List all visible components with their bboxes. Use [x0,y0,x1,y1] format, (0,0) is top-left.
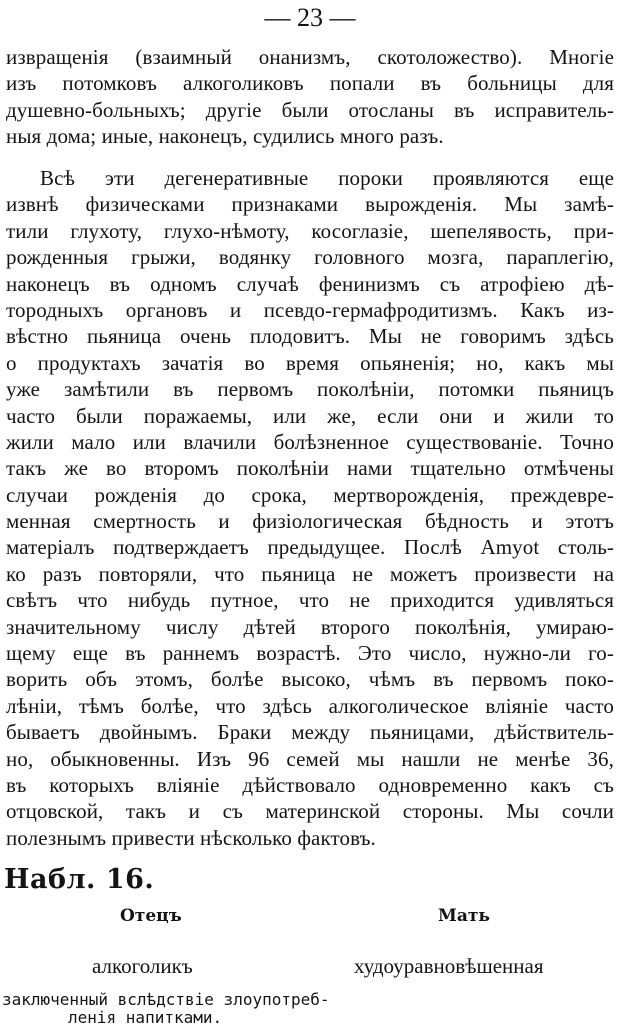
father-note [2,991,330,1027]
text-line: полезнымъ привести нѣсколько фактовъ. [6,825,376,850]
note-line: ленія напитками. [68,1008,223,1027]
text-line: извращенія (взаимный онанизмъ, скотоложество). Многіе [6,45,614,69]
text-line: уже замѣтили въ первомъ поколѣніи, потомки пьяницъ [6,377,614,402]
note-line: заключенный вслѣдствіе злоупотреб- [2,990,330,1009]
text-line: въ которыхъ вліяніе дѣйствовало одновременно какъ съ [6,772,614,797]
text-line: свѣтъ что нибудь путное, что не приходится удивляться [6,588,614,613]
text-line: значительному числу дѣтей второго поколѣнія, умираю- [6,614,614,639]
text-line: наконецъ въ одномъ случаѣ фенинизмъ съ атрофіею дѣ- [6,271,614,296]
text-line: жили мало или влачили болѣзненное существованіе. Точно [6,429,614,454]
text-line: тородныхъ органовъ и псевдо-гермафродитизмъ. Какъ из- [6,297,614,322]
text-line: случаи рожденія до срока, мертворожденія, преждевре- [6,482,614,507]
text-line: о продуктахъ зачатія во время опьяненія; но, какъ мы [6,350,614,375]
text-line: щему еще въ раннемъ возрастѣ. Это число, нужно-ли го- [6,641,614,666]
text-line: менная смертность и физіологическая бѣдность и этотъ [6,509,614,534]
observation-heading: Набл. 16. [4,864,155,895]
text-line: матеріалъ подтверждаетъ предыдущее. Послѣ Amyot столь- [6,535,614,560]
text-line: но, обыкновенны. Изъ 96 семей мы нашли не менѣе 36, [6,746,614,771]
mother-column-heading: Мать [438,906,490,926]
text-line: тили глухоту, глухо-нѣмоту, косоглазіе, шепелявость, при- [6,218,614,243]
text-line: отцовской, такъ и съ материнской стороны. Мы сочли [6,799,614,824]
page-number: — 23 — [264,3,356,32]
father-value: алкоголикъ [92,954,193,978]
text-line: рожденныя грыжи, водянку головного мозга, параплегію, [6,245,614,270]
text-line: часто были поражаемы, или же, если они и жили то [6,403,614,428]
text-line: ворить объ этомъ, болѣе высоко, чѣмъ въ первомъ поко- [6,667,614,692]
text-line: вѣстно пьяница очень плодовитъ. Мы не говоримъ здѣсь [6,324,614,349]
father-column-heading: Отецъ [120,906,182,926]
text-line: душевно-больныхъ; другіе были отосланы въ исправитель- [6,97,614,122]
text-line: ко разъ повторяли, что пьяница не можетъ произвести на [6,561,614,586]
text-line: Всѣ эти дегенеративные пороки проявляются еще [40,166,614,190]
mother-value: худоуравновѣшенная [354,954,544,978]
text-line: изъ потомковъ алкоголиковъ попали въ больницы для [6,71,614,96]
text-line: такъ же во второмъ поколѣніи нами тщательно отмѣчены [6,456,614,481]
text-line: извнѣ физическами признаками вырожденія. Мы замѣ- [6,192,614,217]
paragraph-1 [6,44,614,150]
text-line: лѣніи, тѣмъ болѣе, что здѣсь алкоголическое вліяніе часто [6,693,614,718]
text-line: бываетъ двойнымъ. Браки между пьяницами, дѣйствитель- [6,720,614,745]
text-line: ныя дома; иные, наконецъ, судились много разъ. [6,124,444,149]
paragraph-2 [6,165,614,851]
